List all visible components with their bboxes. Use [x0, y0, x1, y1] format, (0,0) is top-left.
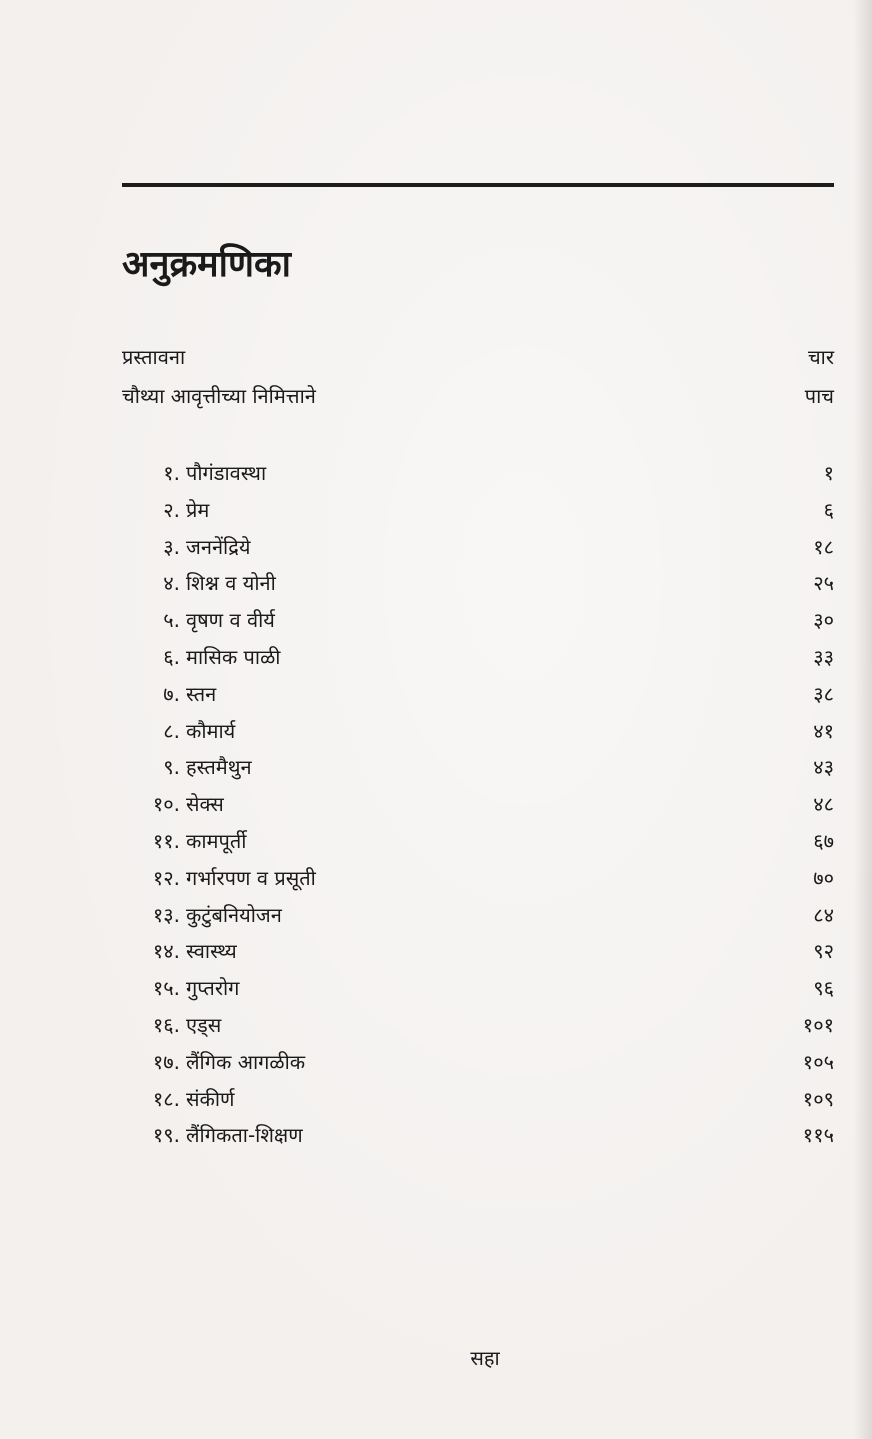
chapter-entry: [122, 496, 834, 533]
chapter-page: १८: [813, 534, 834, 559]
chapter-title: हस्तमैथुन: [186, 755, 252, 780]
chapter-entry: [122, 901, 834, 938]
front-matter-entry: [122, 343, 834, 377]
chapter-title: कौमार्य: [186, 718, 236, 743]
chapter-title: पौगंडावस्था: [186, 461, 267, 485]
chapter-number: २.: [163, 497, 180, 522]
chapter-number: ४.: [163, 571, 180, 596]
chapter-entry: [122, 974, 834, 1011]
header-rule: [122, 183, 834, 187]
chapter-entry: [122, 1121, 834, 1158]
entry-page: चार: [807, 345, 834, 369]
chapter-entry: [122, 643, 834, 680]
chapter-number: १८.: [152, 1086, 180, 1111]
entry-title: प्रस्तावना: [122, 345, 186, 369]
chapter-title: वृषण व वीर्य: [186, 608, 275, 633]
chapter-page: ४१: [813, 718, 834, 743]
chapter-page: ९२: [813, 939, 834, 964]
chapter-number: १.: [163, 461, 180, 485]
chapter-number: ६.: [163, 644, 180, 669]
chapter-title: प्रेम: [186, 497, 210, 522]
chapter-title: लैंगिकता-शिक्षण: [186, 1123, 303, 1148]
chapter-entry: [122, 1048, 834, 1085]
chapter-entry: [122, 717, 834, 754]
page-edge-shadow: [854, 0, 872, 1439]
chapter-entry: [122, 790, 834, 827]
chapter-list: [122, 459, 834, 1158]
chapter-title: गर्भारपण व प्रसूती: [186, 865, 316, 890]
chapter-title: स्तन: [186, 681, 217, 706]
chapter-number: ३.: [163, 534, 180, 559]
chapter-title: लैंगिक आगळीक: [186, 1049, 306, 1074]
chapter-title: संकीर्ण: [186, 1086, 235, 1111]
chapter-entry: [122, 753, 834, 790]
chapter-page: ११५: [802, 1123, 834, 1148]
chapter-number: ११.: [152, 828, 180, 853]
chapter-page: ८४: [813, 902, 834, 927]
chapter-number: १०.: [152, 792, 180, 817]
chapter-entry: [122, 1085, 834, 1122]
chapter-title: सेक्स: [186, 792, 224, 817]
chapter-page: २५: [813, 571, 834, 596]
chapter-entry: [122, 459, 834, 496]
chapter-title: गुप्तरोग: [186, 976, 240, 1001]
chapter-number: १३.: [152, 902, 180, 927]
chapter-number: ५.: [163, 608, 180, 633]
chapter-number: १६.: [152, 1012, 180, 1037]
chapter-page: ३३: [813, 644, 834, 669]
chapter-page: १०१: [802, 1012, 834, 1037]
chapter-number: १९.: [152, 1123, 180, 1148]
chapter-entry: [122, 937, 834, 974]
chapter-title: स्वास्थ्य: [186, 939, 237, 964]
chapter-page: ४८: [813, 792, 834, 817]
chapter-number: १२.: [152, 865, 180, 890]
chapter-number: ७.: [163, 681, 180, 706]
chapter-page: १: [823, 461, 834, 485]
chapter-entry: [122, 1011, 834, 1048]
chapter-entry: [122, 827, 834, 864]
chapter-entry: [122, 864, 834, 901]
front-matter-entry: [122, 382, 834, 416]
chapter-title: जननेंद्रिये: [186, 534, 251, 559]
chapter-number: १७.: [152, 1049, 180, 1074]
chapter-page: ३०: [813, 608, 834, 633]
chapter-title: कुटुंबनियोजन: [186, 902, 282, 927]
chapter-page: १०९: [802, 1086, 834, 1111]
chapter-entry: [122, 569, 834, 606]
chapter-page: ९६: [813, 976, 834, 1001]
page-number-footer: सहा: [470, 1346, 500, 1370]
chapter-page: ७०: [813, 865, 834, 890]
chapter-number: ८.: [163, 718, 180, 743]
chapter-title: कामपूर्ती: [186, 828, 247, 853]
chapter-entry: [122, 606, 834, 643]
chapter-page: ३८: [813, 681, 834, 706]
chapter-page: १०५: [802, 1049, 834, 1074]
chapter-number: ९.: [163, 755, 180, 780]
chapter-number: १४.: [152, 939, 180, 964]
chapter-title: मासिक पाळी: [186, 644, 281, 669]
chapter-title: एड्स: [186, 1012, 222, 1037]
entry-page: पाच: [804, 384, 834, 408]
chapter-entry: [122, 680, 834, 717]
chapter-entry: [122, 533, 834, 570]
chapter-page: ६: [823, 497, 834, 522]
entry-title: चौथ्या आवृत्तीच्या निमित्ताने: [122, 384, 316, 408]
chapter-page: ४३: [813, 755, 834, 780]
chapter-page: ६७: [813, 828, 834, 853]
page-title: अनुक्रमणिका: [122, 244, 291, 285]
chapter-number: १५.: [152, 976, 180, 1001]
chapter-title: शिश्न व योनी: [186, 571, 276, 596]
